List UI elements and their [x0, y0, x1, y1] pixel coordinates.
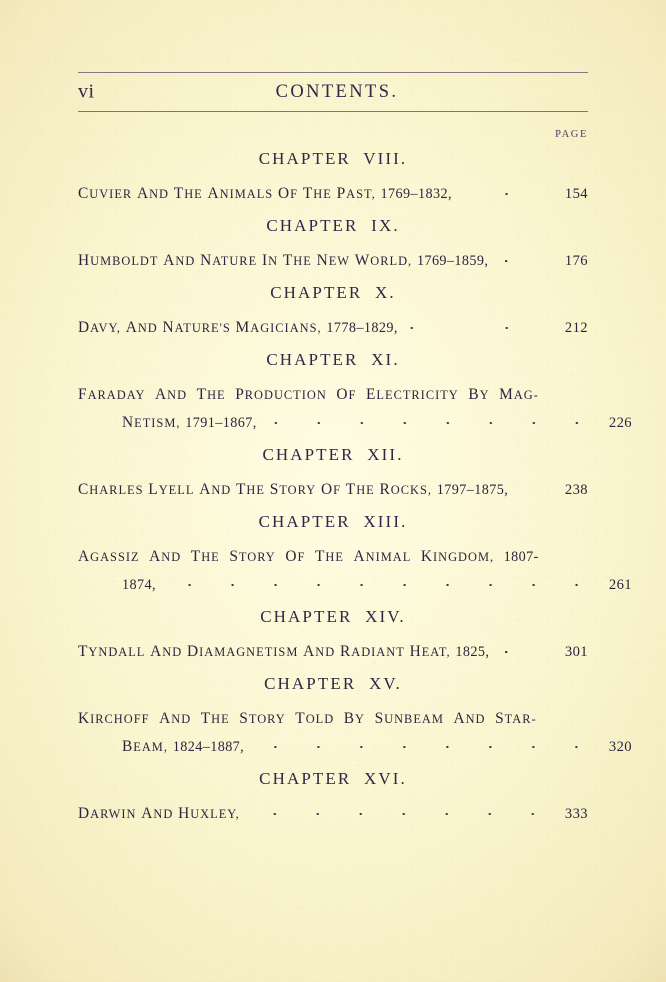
- leader-dots: [244, 804, 554, 818]
- leader-dots: [493, 642, 554, 656]
- table-of-contents: [78, 140, 632, 836]
- toc-entry-line[interactable]: [78, 181, 588, 207]
- toc-entry[interactable]: [78, 445, 588, 503]
- toc-entry-line[interactable]: [78, 734, 632, 760]
- toc-entry-line[interactable]: [78, 248, 588, 274]
- toc-entry-line[interactable]: [78, 801, 588, 827]
- toc-entry[interactable]: [78, 283, 588, 341]
- toc-page-number[interactable]: 176: [564, 253, 588, 269]
- folio-number: vi: [78, 80, 95, 103]
- toc-page-number[interactable]: 301: [564, 644, 588, 660]
- leader-dots: [456, 184, 554, 198]
- leader-dots: [261, 413, 598, 427]
- toc-entry-line[interactable]: [78, 410, 632, 436]
- chapter-heading: CHAPTER IX.: [266, 216, 400, 235]
- toc-entry-line[interactable]: [78, 382, 588, 408]
- toc-entry-line[interactable]: [78, 477, 588, 503]
- toc-page-number[interactable]: 333: [564, 806, 588, 822]
- chapter-heading: CHAPTER VIII.: [258, 149, 408, 168]
- toc-entry-title: AGASSIZ AND THE STORY OF THE ANIMAL KINGDOM, 1807-: [78, 548, 539, 565]
- toc-page-number[interactable]: 212: [564, 320, 588, 336]
- leader-dots: [492, 251, 554, 265]
- toc-entry-title: CUVIER AND THE ANIMALS OF THE PAST, 1769–1832,: [78, 185, 452, 202]
- toc-entry[interactable]: [78, 512, 632, 598]
- chapter-heading: CHAPTER XVI.: [259, 769, 407, 788]
- chapter-heading: CHAPTER XV.: [264, 674, 402, 693]
- toc-entry-title: CHARLES LYELL AND THE STORY OF THE ROCKS, 1797–1875,: [78, 481, 509, 498]
- page-column-label: PAGE: [555, 129, 588, 140]
- running-head: [78, 72, 588, 112]
- toc-entry-title: HUMBOLDT AND NATURE IN THE NEW WORLD, 1769–1859,: [78, 252, 489, 269]
- toc-entry[interactable]: [78, 607, 588, 665]
- toc-entry-title: 1874,: [122, 577, 156, 593]
- toc-entry-line[interactable]: [78, 639, 588, 665]
- chapter-heading: CHAPTER X.: [270, 283, 396, 302]
- toc-entry-line[interactable]: [78, 544, 588, 570]
- toc-entry-title: DARWIN AND HUXLEY,: [78, 805, 240, 822]
- header-row: [78, 73, 588, 111]
- toc-entry[interactable]: [78, 769, 588, 827]
- toc-page-number[interactable]: 261: [608, 577, 632, 593]
- toc-entry-title: DAVY, AND NATURE'S MAGICIANS, 1778–1829,: [78, 319, 398, 336]
- toc-page-number[interactable]: 226: [608, 415, 632, 431]
- header-rule-bottom: [78, 111, 588, 112]
- toc-entry-title: FARADAY AND THE PRODUCTION OF ELECTRICITY BY MAG-: [78, 386, 539, 403]
- toc-entry-line[interactable]: [78, 572, 632, 598]
- toc-page-number[interactable]: 154: [564, 186, 588, 202]
- chapter-heading: CHAPTER XI.: [266, 350, 400, 369]
- toc-entry[interactable]: [78, 149, 588, 207]
- toc-entry-line[interactable]: [78, 706, 588, 732]
- toc-page-number[interactable]: 320: [608, 739, 632, 755]
- toc-entry-title: TYNDALL AND DIAMAGNETISM AND RADIANT HEAT, 1825,: [78, 643, 490, 660]
- toc-entry-title: KIRCHOFF AND THE STORY TOLD BY SUNBEAM AND STAR-: [78, 710, 537, 727]
- toc-page-number[interactable]: 238: [564, 482, 588, 498]
- chapter-heading: CHAPTER XIV.: [260, 607, 406, 626]
- leader-dots: [160, 575, 598, 589]
- chapter-heading: CHAPTER XII.: [262, 445, 404, 464]
- toc-entry[interactable]: [78, 350, 632, 436]
- leader-dots: [402, 318, 554, 332]
- toc-entry-title: BEAM, 1824–1887,: [122, 738, 245, 755]
- page-title: CONTENTS.: [275, 81, 399, 102]
- chapter-heading: CHAPTER XIII.: [258, 512, 408, 531]
- toc-entry-line[interactable]: [78, 315, 588, 341]
- toc-entry[interactable]: [78, 674, 632, 760]
- toc-entry[interactable]: [78, 216, 588, 274]
- toc-entry-title: NETISM, 1791–1867,: [122, 414, 257, 431]
- leader-dots: [248, 737, 598, 751]
